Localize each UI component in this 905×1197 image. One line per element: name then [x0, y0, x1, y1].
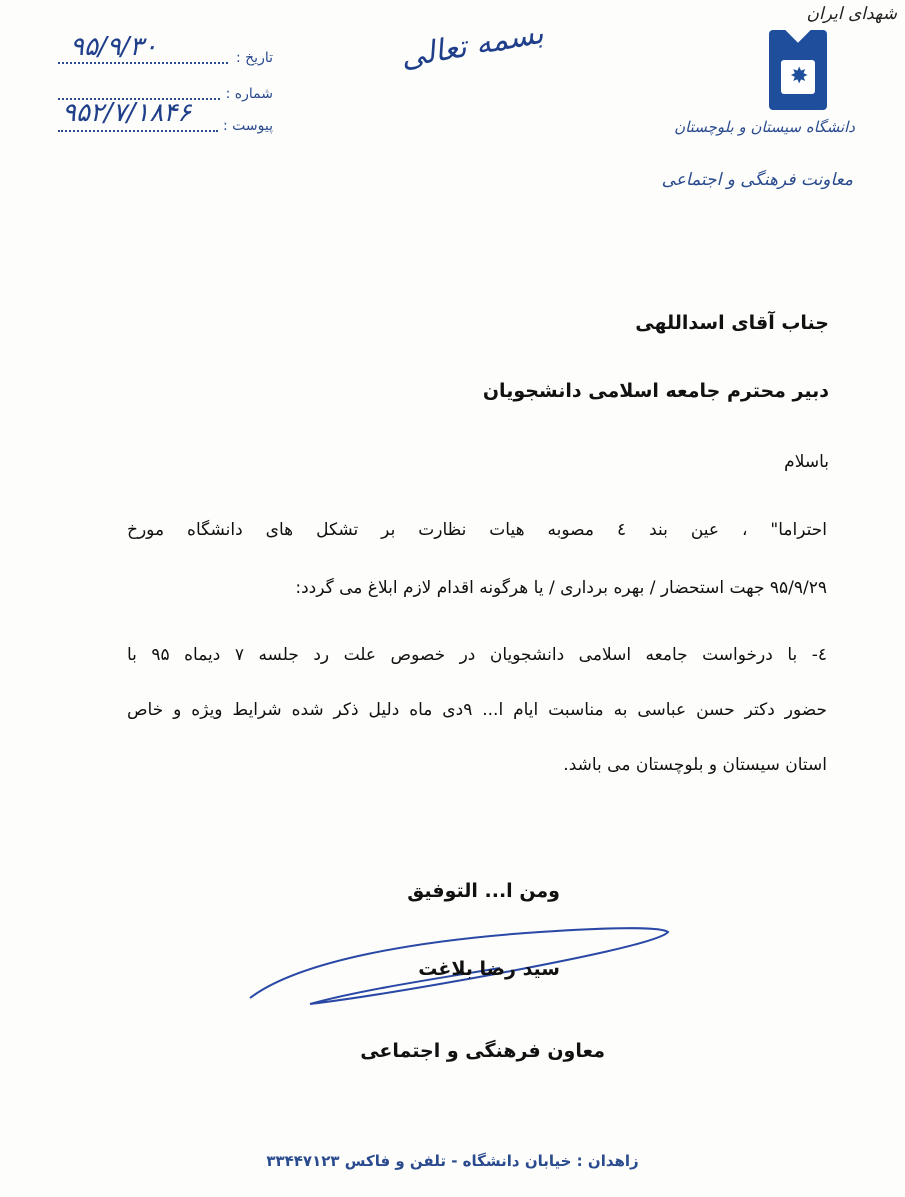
bismillah-heading: بسمه تعالی — [398, 15, 547, 76]
paragraph2-line1: ٤- با درخواست جامعه اسلامی دانشجویان در خصوص علت رد جلسه ۷ دیماه ۹۵ با — [127, 645, 827, 665]
greeting: باسلام — [784, 452, 829, 472]
paragraph2-line3: استان سیستان و بلوچستان می باشد. — [563, 755, 827, 775]
paragraph1-line2: ۹۵/۹/۲۹ جهت استحضار / بهره برداری / یا هرگونه اقدام لازم ابلاغ می گردد: — [295, 578, 827, 598]
deputy-office-name: معاونت فرهنگی و اجتماعی — [661, 170, 853, 190]
number-label: شماره : — [225, 86, 273, 102]
watermark-text: شهدای ایران — [806, 4, 897, 24]
closing-phrase: ومن ا... التوفیق — [407, 880, 560, 902]
signer-title: معاون فرهنگی و اجتماعی — [360, 1040, 605, 1062]
recipient-title: دبیر محترم جامعه اسلامی دانشجویان — [482, 380, 829, 402]
footer-address: زاهدان : خیابان دانشگاه - تلفن و فاکس ۳۳۴۴۷۱۲۳ — [266, 1152, 639, 1170]
signer-name: سید رضا بلاغت — [418, 958, 560, 980]
date-value: ۹۵/۹/۳۰ — [70, 32, 158, 62]
date-label: تاریخ : — [235, 50, 273, 66]
paragraph1-line1: احتراما" ، عین بند ٤ مصوبه هیات نظارت بر تشکل های دانشگاه مورخ — [127, 520, 828, 540]
attachment-value: ۹۵۲/۷/۱۸۴۶ — [62, 98, 192, 128]
university-logo — [769, 30, 827, 110]
paragraph2-line2: حضور دکتر حسن عباسی به مناسبت ایام ا... ۹دی ماه دلیل ذکر شده شرایط ویژه و خاص — [127, 700, 827, 720]
university-name: دانشگاه سیستان و بلوچستان — [674, 118, 855, 136]
recipient-name: جناب آقای اسداللهی — [635, 312, 829, 334]
star-icon: ✸ — [790, 64, 809, 89]
attachment-label: پیوست : — [223, 118, 273, 134]
